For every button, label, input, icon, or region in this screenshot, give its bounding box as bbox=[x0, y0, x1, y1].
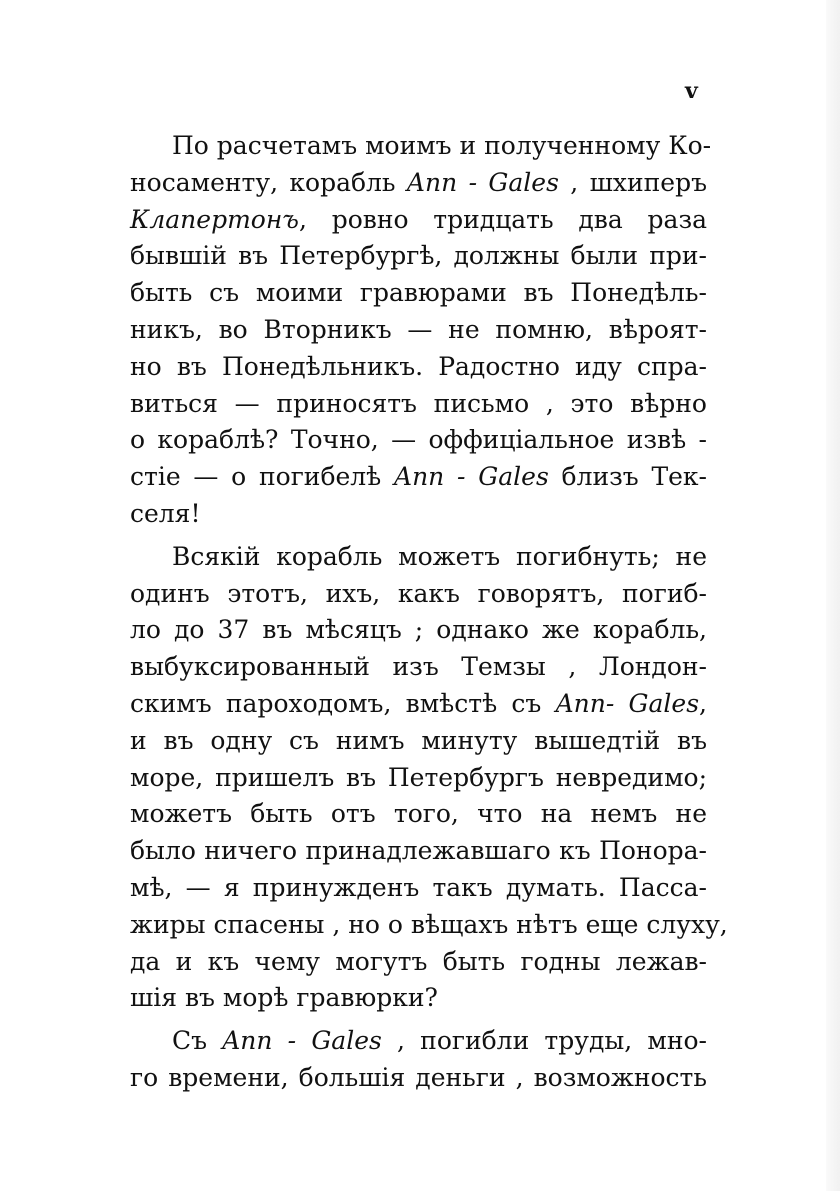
text-line: но въ Понедѣльникъ. Радостно иду спра- bbox=[130, 351, 707, 381]
text-line: Клапертонъ, ровно тридцать два раза bbox=[130, 204, 707, 234]
text-line: Всякій корабль можетъ погибнуть; не bbox=[172, 541, 707, 571]
text-line: о кораблѣ? Точно, — оффиціальное извѣ - bbox=[130, 425, 707, 455]
italic-name: Ann - Gales bbox=[394, 462, 549, 492]
text-line: Съ Ann - Gales , погибли труды, мно- bbox=[172, 1026, 708, 1056]
text-line: носаменту, корабль Ann - Gales , шхиперъ bbox=[130, 167, 707, 197]
text-line: быть съ моими гравюрами въ Понедѣль- bbox=[130, 278, 707, 308]
text-line: По расчетамъ моимъ и полученному Ко- bbox=[172, 131, 712, 160]
text-line: и въ одну съ нимъ минуту вышедтій въ bbox=[130, 725, 707, 755]
italic-name: Ann - Gales bbox=[222, 1026, 382, 1056]
page-edge-shadow bbox=[826, 0, 840, 1191]
text-line: одинъ этотъ, ихъ, какъ говорятъ, погиб- bbox=[130, 578, 707, 608]
text-line: выбуксированный изъ Темзы , Лондон- bbox=[130, 652, 707, 682]
text-line: море, пришелъ въ Петербургъ невредимо; bbox=[130, 762, 707, 792]
text-line: мѣ, — я принужденъ такъ думать. Пасса- bbox=[130, 872, 707, 902]
text-line: селя! bbox=[130, 498, 201, 528]
text-line: можетъ быть отъ того, что на немъ не bbox=[130, 799, 707, 829]
text-line: было ничего принадлежавшаго къ Понора- bbox=[130, 836, 707, 866]
italic-name: Ann- Gales bbox=[555, 688, 700, 718]
italic-name: Ann - Gales bbox=[406, 167, 559, 197]
text-line: да и къ чему могутъ быть годны лежав- bbox=[130, 946, 707, 976]
text-line: виться — приносятъ письмо , это вѣрно bbox=[130, 388, 707, 418]
body-text bbox=[130, 128, 728, 1097]
text-line: ло до 37 въ мѣсяцъ ; однако же корабль, bbox=[130, 615, 707, 645]
text-line: никъ, во Вторникъ — не помню, вѣроят- bbox=[130, 314, 707, 344]
page-number: v bbox=[685, 78, 698, 104]
text-line: бывшій въ Петербургѣ, должны были при- bbox=[130, 241, 707, 271]
text-line: жиры спасены , но о вѣщахъ нѣтъ еще слуху, bbox=[130, 909, 728, 939]
text-line: го времени, большія деньги , возможность bbox=[130, 1062, 707, 1092]
italic-name: Клапертонъ bbox=[130, 204, 299, 234]
text-line: шія въ морѣ гравюрки? bbox=[130, 983, 438, 1013]
text-line: стіе — о погибелѣ Ann - Gales близъ Тек- bbox=[130, 462, 707, 492]
text-line: скимъ пароходомъ, вмѣстѣ съ Ann- Gales, bbox=[130, 688, 707, 718]
